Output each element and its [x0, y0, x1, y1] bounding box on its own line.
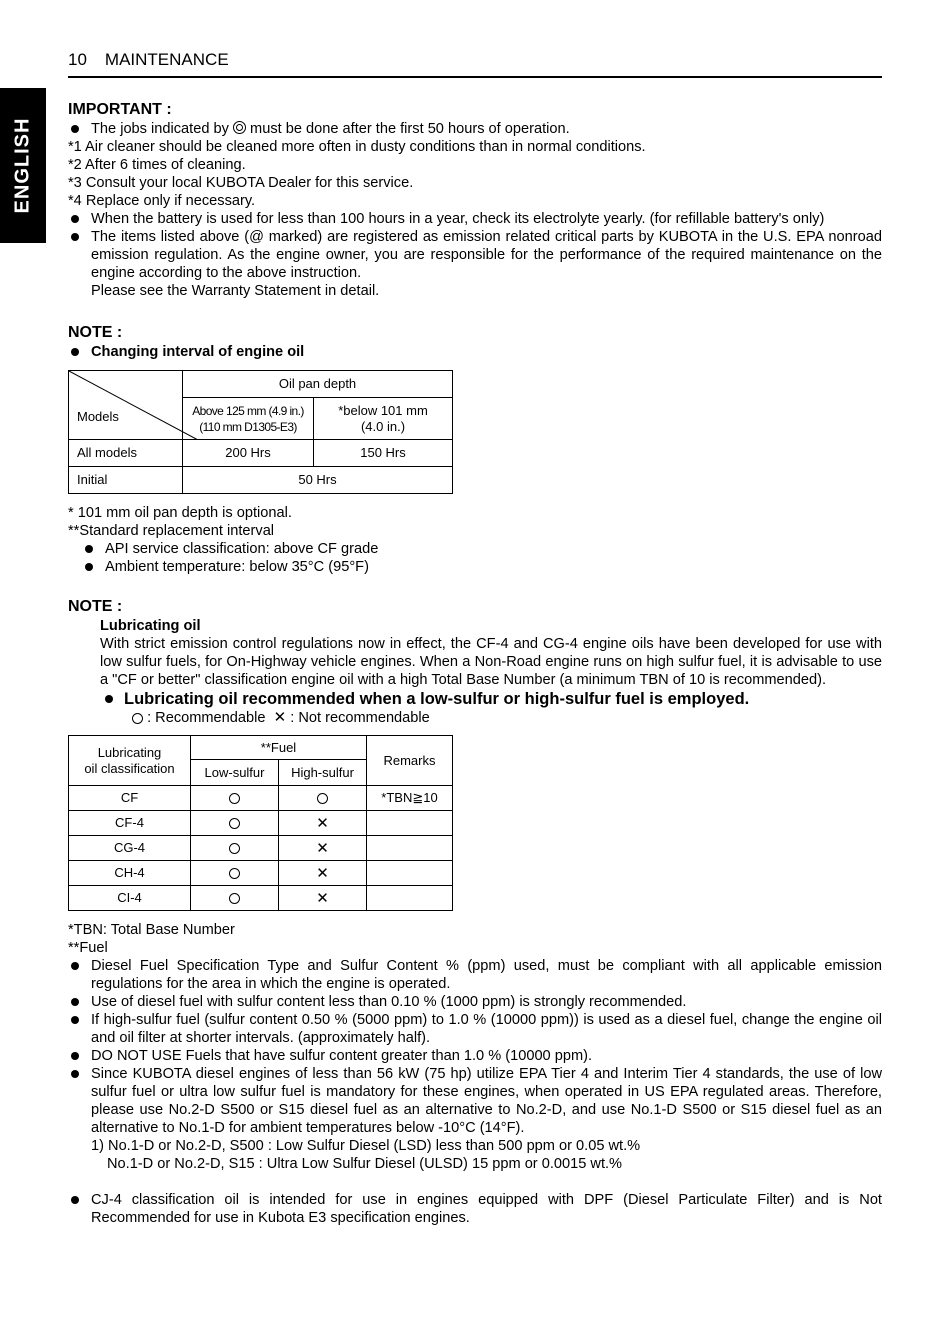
table-row: CF-4 ✕: [69, 811, 453, 836]
lubricating-oil-paragraph: With strict emission control regulations now in effect, the CF-4 and CG-4 engine oils have been developed for use with low sulfur fuels, for On-Highway vehicle engines. When a Non-Road engine runs on high sulfur fuel, it is advisable to use a "CF or better" classification engine oil with a high Total Base Number (a minimum TBN of 10 is recommended).: [100, 636, 882, 688]
below-101-header: *below 101 mm (4.0 in.): [314, 398, 453, 440]
note-1: *1 Air cleaner should be cleaned more often in dusty conditions than in normal conditions.: [68, 139, 646, 155]
page-number: 10: [68, 50, 87, 69]
section-title: MAINTENANCE: [104, 50, 229, 69]
fuel-bullet-3: If high-sulfur fuel (sulfur content 0.50 % (5000 ppm) to 1.0 % (10000 ppm)) is used as a diesel fuel, change the engine oil and oil filter at shorter intervals. (approximately half).: [68, 1011, 882, 1047]
models-header-cell: [69, 371, 183, 440]
fuel-bullet-6: CJ-4 classification oil is intended for use in engines equipped with DPF (Diesel Particulate Filter) and is Not Recommended for use in Kubota E3 specification engines.: [68, 1191, 882, 1227]
recommendable-circle-icon: [229, 868, 240, 879]
important-bullet-1: The jobs indicated by must be done after the first 50 hours of operation.: [68, 120, 882, 138]
note-2: *2 After 6 times of cleaning.: [68, 157, 246, 173]
initial-value: 50 Hrs: [183, 467, 453, 494]
recommendable-circle-icon: [229, 818, 240, 829]
footnote-standard: **Standard replacement interval: [68, 523, 275, 539]
important-title: IMPORTANT :: [68, 101, 172, 118]
oil-interval-heading: Changing interval of engine oil: [68, 343, 882, 361]
note-title-2: NOTE :: [68, 598, 123, 615]
fuel-bullet-4: DO NOT USE Fuels that have sulfur content greater than 1.0 % (10000 ppm).: [68, 1047, 882, 1065]
recommendable-circle-icon: [229, 843, 240, 854]
table-row: CF *TBN≧10: [69, 786, 453, 811]
important-bullet-2: When the battery is used for less than 100 hours in a year, check its electrolyte yearly. (for refillable battery's only): [68, 210, 882, 228]
table-row: CH-4 ✕: [69, 861, 453, 886]
high-sulfur-header: High-sulfur: [279, 760, 367, 786]
double-circle-icon: [233, 121, 246, 134]
lubricating-oil-table: [68, 735, 453, 911]
ambient-temp-bullet: Ambient temperature: below 35°C (95°F): [82, 558, 882, 576]
note-4: *4 Replace only if necessary.: [68, 193, 256, 209]
language-tab-label: ENGLISH: [11, 117, 34, 214]
not-recommendable-cross-icon: ✕: [316, 814, 329, 832]
not-recommendable-cross-icon: ✕: [273, 709, 287, 727]
fuel-heading: **Fuel: [68, 940, 108, 956]
low-sulfur-header: Low-sulfur: [191, 760, 279, 786]
all-models-below-value: 150 Hrs: [314, 440, 453, 467]
recommendable-circle-icon: [317, 793, 328, 804]
language-tab: [0, 88, 46, 243]
symbol-legend: : Recommendable ✕ : Not recommendable: [132, 709, 882, 727]
fuel-sub-item-2: No.1-D or No.2-D, S15 : Ultra Low Sulfur Diesel (ULSD) 15 ppm or 0.0015 wt.%: [107, 1156, 623, 1172]
fuel-bullet-5: Since KUBOTA diesel engines of less than 56 kW (75 hp) utilize EPA Tier 4 and Interim Tier 4 standards, the use of low sulfur fuel or ultra low sulfur fuel is mandatory for these engines, when operated in US EPA regulated areas. Therefore, please use No.2-D S500 or S15 diesel fuel as an alternative to No.2-D, and use No.1-D S500 or S15 diesel fuel as an alternative to No.1-D for ambient temperatures below -10°C (14°F).: [68, 1065, 882, 1137]
initial-label: Initial: [69, 467, 183, 494]
oil-pan-depth-header: Oil pan depth: [183, 371, 453, 398]
table-row: CI-4 ✕: [69, 886, 453, 911]
note-title: NOTE :: [68, 324, 123, 341]
api-classification-bullet: API service classification: above CF grade: [82, 540, 882, 558]
recommendable-circle-icon: [229, 893, 240, 904]
oil-interval-table: [68, 370, 453, 494]
recommendable-circle-icon: [132, 713, 143, 724]
tbn-definition: *TBN: Total Base Number: [68, 922, 235, 938]
fuel-sub-item-1: 1) No.1-D or No.2-D, S500 : Low Sulfur Diesel (LSD) less than 500 ppm or 0.05 wt.%: [91, 1138, 641, 1154]
note-3: *3 Consult your local KUBOTA Dealer for this service.: [68, 175, 414, 191]
page-content: [68, 100, 882, 1227]
all-models-label: All models: [69, 440, 183, 467]
remarks-header: Remarks: [367, 736, 453, 786]
all-models-above-value: 200 Hrs: [183, 440, 314, 467]
not-recommendable-cross-icon: ✕: [316, 839, 329, 857]
important-bullet-3: The items listed above (@ marked) are registered as emission related critical parts by KUBOTA in the U.S. EPA nonroad emission regulation. As the engine owner, you are responsible for the performance of the required maintenance on the engine according to the above instruction. Please see the Warranty Statement in detail.: [68, 228, 882, 300]
not-recommendable-cross-icon: ✕: [316, 889, 329, 907]
oil-class-header: Lubricating oil classification: [69, 736, 191, 786]
recommended-oil-heading: Lubricating oil recommended when a low-sulfur or high-sulfur fuel is employed.: [102, 689, 882, 709]
table-row: CG-4 ✕: [69, 836, 453, 861]
diagonal-line: [69, 371, 198, 440]
lubricating-oil-subtitle: Lubricating oil: [100, 618, 201, 634]
footnote-optional: * 101 mm oil pan depth is optional.: [68, 505, 292, 521]
fuel-bullet-2: Use of diesel fuel with sulfur content less than 0.10 % (1000 ppm) is strongly recommended.: [68, 993, 882, 1011]
not-recommendable-cross-icon: ✕: [316, 864, 329, 882]
page-header: [68, 50, 882, 78]
fuel-bullet-1: Diesel Fuel Specification Type and Sulfur Content % (ppm) used, must be compliant with all applicable emission regulations for the area in which the engine is operated.: [68, 957, 882, 993]
recommendable-circle-icon: [229, 793, 240, 804]
above-125-header: Above 125 mm (4.9 in.) (110 mm D1305-E3): [183, 398, 314, 440]
models-label: Models: [77, 409, 119, 424]
fuel-header: **Fuel: [191, 736, 367, 760]
